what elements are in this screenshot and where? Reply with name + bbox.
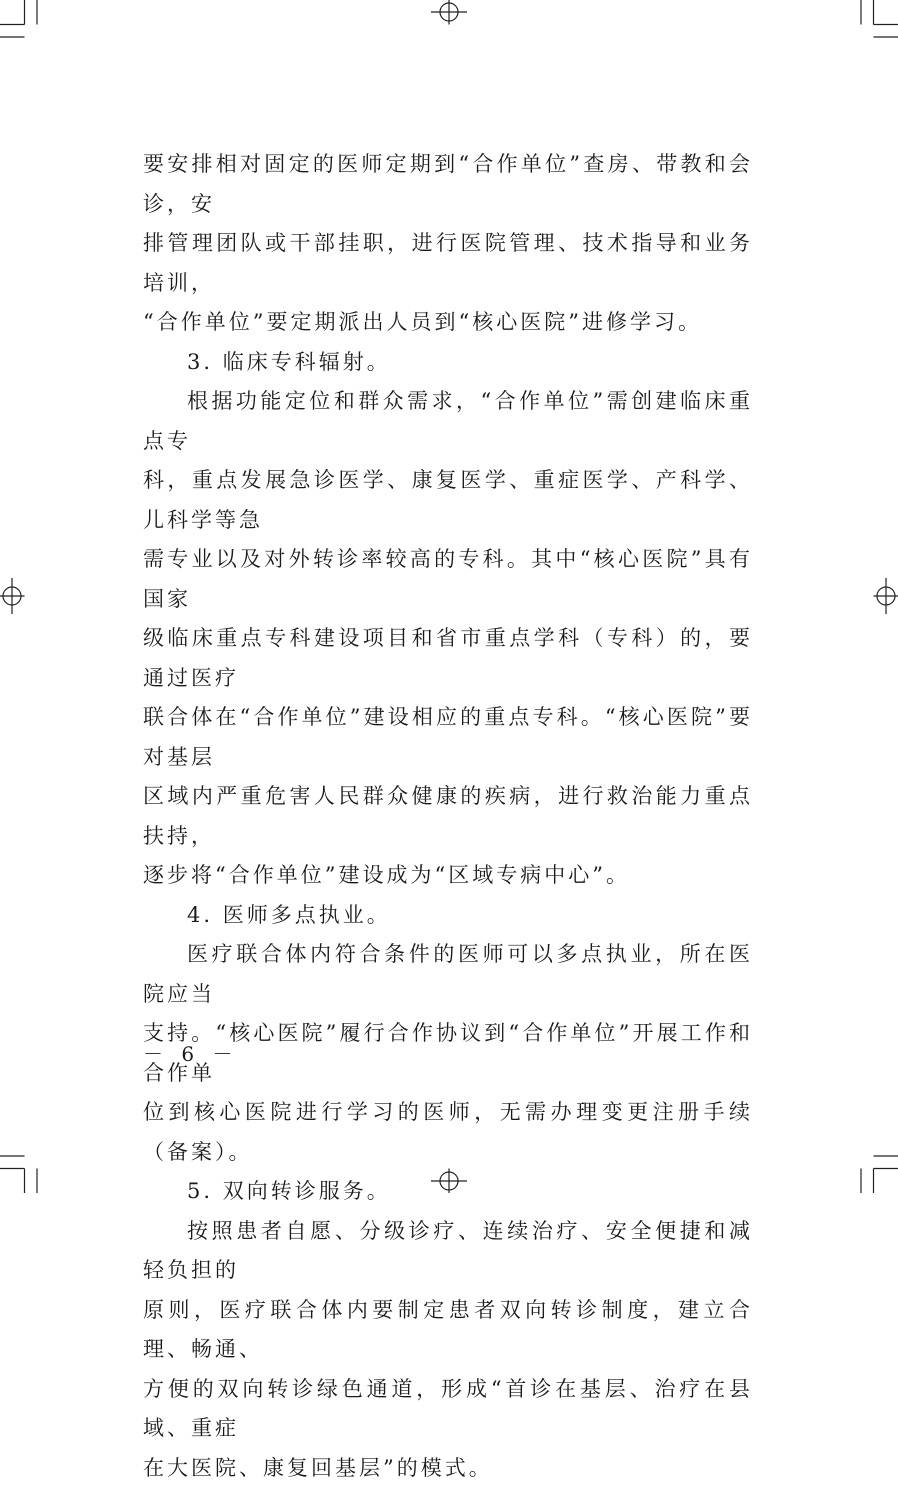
text-line: “合作单位”要定期派出人员到“核心医院”进修学习。 (143, 310, 702, 334)
text-line: 按照患者自愿、分级诊疗、连续治疗、安全便捷和减轻负担的 (143, 1219, 753, 1283)
text-line: 根据功能定位和群众需求，“合作单位”需创建临床重点专 (143, 389, 753, 453)
paragraph-two-way-referral (143, 1212, 753, 1488)
text-line: 5. 双向转诊服务。 (187, 1179, 391, 1203)
text-line: 需专业以及对外转诊率较高的专科。其中“核心医院”具有国家 (143, 547, 753, 611)
heading-multi-site-practice (143, 896, 753, 936)
paragraph-continuation (143, 145, 753, 343)
text-line: 科，重点发展急诊医学、康复医学、重症医学、产科学、儿科学等急 (143, 468, 753, 532)
text-line: 排管理团队或干部挂职，进行医院管理、技术指导和业务培训， (143, 231, 753, 295)
text-line: 支持。“核心医院”履行合作协议到“合作单位”开展工作和合作单 (143, 1021, 753, 1085)
text-line: 方便的双向转诊绿色通道，形成“首诊在基层、治疗在县域、重症 (143, 1377, 753, 1441)
heading-two-way-referral (143, 1172, 753, 1212)
text-line: 逐步将“合作单位”建设成为“区域专病中心”。 (143, 863, 630, 887)
text-line: 位到核心医院进行学习的医师，无需办理变更注册手续（备案）。 (143, 1100, 753, 1164)
text-line: 4. 医师多点执业。 (187, 903, 391, 927)
page-number: － 6 － (143, 1038, 238, 1067)
heading-clinical-specialty (143, 343, 753, 383)
text-line: 级临床重点专科建设项目和省市重点学科（专科）的，要通过医疗 (143, 626, 753, 690)
text-line: 医疗联合体内符合条件的医师可以多点执业，所在医院应当 (143, 942, 753, 1006)
text-line: 3. 临床专科辐射。 (187, 350, 391, 374)
text-line: 要安排相对固定的医师定期到“合作单位”查房、带教和会诊，安 (143, 152, 753, 216)
text-line: 区域内严重危害人民群众健康的疾病，进行救治能力重点扶持， (143, 784, 753, 848)
text-line: 原则，医疗联合体内要制定患者双向转诊制度，建立合理、畅通、 (143, 1298, 753, 1362)
text-line: 在大医院、康复回基层”的模式。 (143, 1456, 493, 1480)
text-line: 联合体在“合作单位”建设相应的重点专科。“核心医院”要对基层 (143, 705, 753, 769)
document-body (143, 145, 753, 1488)
paragraph-clinical-specialty (143, 382, 753, 896)
